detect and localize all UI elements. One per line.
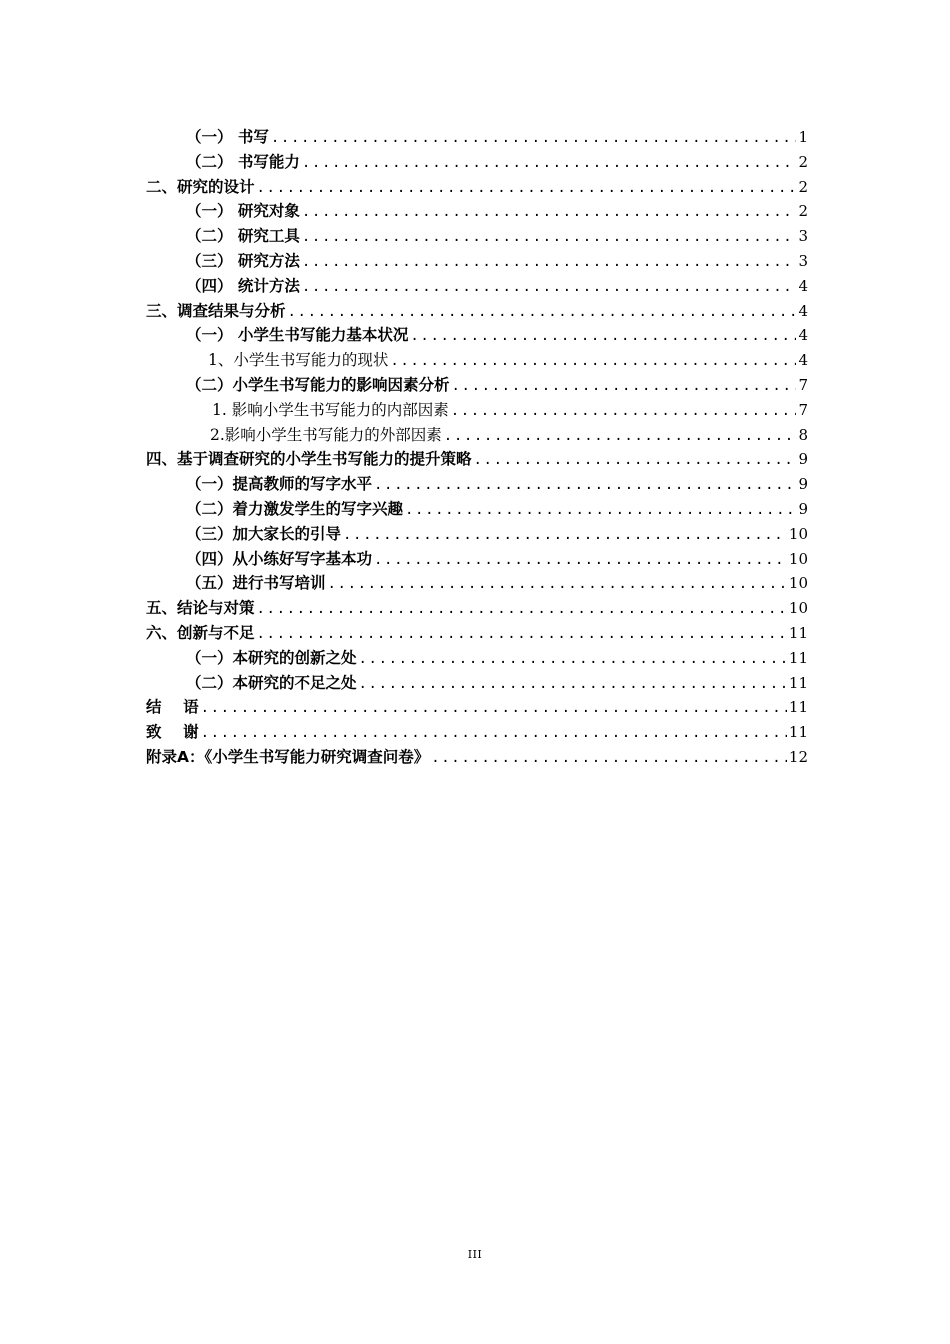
toc-leader-dots (201, 696, 787, 721)
toc-entry-label: （三）加大家长的引导 (186, 524, 342, 543)
toc-entry-page: 3 (798, 227, 808, 246)
toc-entry-page: 4 (798, 351, 808, 370)
toc-entry-page: 10 (788, 599, 808, 618)
toc-leader-dots (257, 597, 787, 622)
toc-leader-dots (302, 225, 797, 250)
toc-leader-dots (343, 523, 787, 548)
toc-entry-label: （四） 统计方法 (186, 276, 300, 295)
toc-entry-label: 2.影响小学生书写能力的外部因素 (210, 425, 442, 444)
toc-entry[interactable] (146, 224, 808, 249)
toc-leader-dots (201, 721, 787, 746)
toc-entry-label: （一）提高教师的写字水平 (186, 475, 373, 494)
toc-leader-dots (431, 746, 787, 771)
toc-entry-page: 10 (788, 524, 808, 543)
toc-entry-page: 1 (798, 128, 808, 146)
toc-entry[interactable] (146, 547, 808, 572)
toc-entry-label: 结 语 (146, 698, 199, 717)
toc-entry-page: 12 (788, 747, 808, 766)
toc-entry-label: （五）进行书写培训 (186, 574, 326, 593)
toc-entry-label: 致 谢 (146, 723, 199, 742)
toc-entry-label: 附录A：《小学生书写能力研究调查问卷》 (146, 747, 430, 766)
toc-entry-label: 六、创新与不足 (146, 623, 255, 642)
toc-entry-page: 7 (798, 375, 808, 394)
toc-entry[interactable] (146, 671, 808, 696)
toc-entry-page: 4 (798, 276, 808, 295)
toc-entry-page: 11 (788, 673, 808, 692)
toc-entry[interactable] (146, 596, 808, 621)
toc-entry-page: 7 (798, 400, 808, 419)
toc-leader-dots (451, 399, 797, 424)
toc-entry[interactable] (146, 175, 808, 200)
toc-leader-dots (374, 548, 787, 573)
toc-entry-label: （二） 研究工具 (186, 227, 300, 246)
toc-entry[interactable] (146, 497, 808, 522)
toc-entry-label: （四）从小练好写字基本功 (186, 549, 373, 568)
toc-leader-dots (257, 176, 797, 201)
toc-entry-label: 五、结论与对策 (146, 599, 255, 618)
toc-entry[interactable] (146, 571, 808, 596)
toc-entry[interactable] (146, 447, 808, 472)
toc-entry-page: 2 (798, 202, 808, 221)
toc-entry[interactable] (146, 323, 808, 348)
toc-entry[interactable] (146, 522, 808, 547)
toc-entry[interactable] (146, 299, 808, 324)
toc-leader-dots (302, 250, 797, 275)
toc-entry-page: 9 (798, 450, 808, 469)
toc-leader-dots (390, 349, 796, 374)
toc-leader-dots (474, 448, 797, 473)
toc-entry[interactable] (146, 423, 808, 448)
toc-leader-dots (359, 647, 787, 672)
toc-entry-page: 4 (798, 301, 808, 320)
toc-entry[interactable] (146, 274, 808, 299)
toc-entry-label: 四、基于调查研究的小学生书写能力的提升策略 (146, 450, 472, 469)
toc-leader-dots (302, 151, 797, 176)
toc-leader-dots (271, 126, 797, 151)
toc-entry-page: 3 (798, 251, 808, 270)
toc-leader-dots (359, 672, 787, 697)
toc-entry-page: 9 (798, 499, 808, 518)
toc-leader-dots (444, 424, 797, 449)
toc-entry[interactable] (146, 125, 808, 150)
toc-entry-label: （一）本研究的创新之处 (186, 648, 357, 667)
toc-leader-dots (410, 324, 796, 349)
toc-entry[interactable] (146, 348, 808, 373)
toc-entry-page: 2 (798, 177, 808, 196)
toc-entry[interactable] (146, 695, 808, 720)
toc-entry-page: 8 (798, 425, 808, 444)
toc-entry[interactable] (146, 745, 808, 770)
toc-entry-label: （二）着力激发学生的写字兴趣 (186, 499, 404, 518)
toc-entry[interactable] (146, 720, 808, 745)
toc-entry-page: 4 (798, 326, 808, 345)
toc-entry[interactable] (146, 472, 808, 497)
toc-entry-page: 10 (788, 574, 808, 593)
toc-entry-label: （二） 书写能力 (186, 152, 300, 171)
toc-entry[interactable] (146, 398, 808, 423)
toc-entry[interactable] (146, 150, 808, 175)
toc-entry-page: 11 (788, 648, 808, 667)
table-of-contents (146, 125, 808, 770)
toc-entry-label: （一） 小学生书写能力基本状况 (186, 326, 409, 345)
toc-entry[interactable] (146, 249, 808, 274)
toc-entry-label: 1、小学生书写能力的现状 (208, 351, 389, 370)
toc-leader-dots (257, 622, 787, 647)
toc-entry-label: （三） 研究方法 (186, 251, 300, 270)
toc-entry-label: （二）本研究的不足之处 (186, 673, 357, 692)
toc-entry-label: （二）小学生书写能力的影响因素分析 (186, 375, 450, 394)
toc-entry[interactable] (146, 373, 808, 398)
toc-entry[interactable] (146, 199, 808, 224)
toc-entry[interactable] (146, 621, 808, 646)
toc-leader-dots (288, 300, 797, 325)
toc-entry-label: 1. 影响小学生书写能力的内部因素 (212, 400, 449, 419)
toc-entry-page: 11 (788, 698, 808, 717)
toc-entry-page: 10 (788, 549, 808, 568)
toc-entry-label: （一） 书写 (186, 128, 269, 146)
toc-entry-label: 三、调查结果与分析 (146, 301, 286, 320)
page-number-footer: III (467, 1248, 483, 1261)
toc-leader-dots (374, 473, 796, 498)
toc-leader-dots (302, 275, 797, 300)
toc-leader-dots (405, 498, 796, 523)
toc-entry-label: （一） 研究对象 (186, 202, 300, 221)
toc-entry-label: 二、研究的设计 (146, 177, 255, 196)
toc-entry-page: 2 (798, 152, 808, 171)
toc-entry-page: 11 (788, 623, 808, 642)
toc-leader-dots (452, 374, 797, 399)
toc-entry[interactable] (146, 646, 808, 671)
toc-leader-dots (302, 200, 797, 225)
toc-entry-page: 9 (798, 475, 808, 494)
toc-entry-page: 11 (788, 723, 808, 742)
toc-leader-dots (328, 572, 787, 597)
